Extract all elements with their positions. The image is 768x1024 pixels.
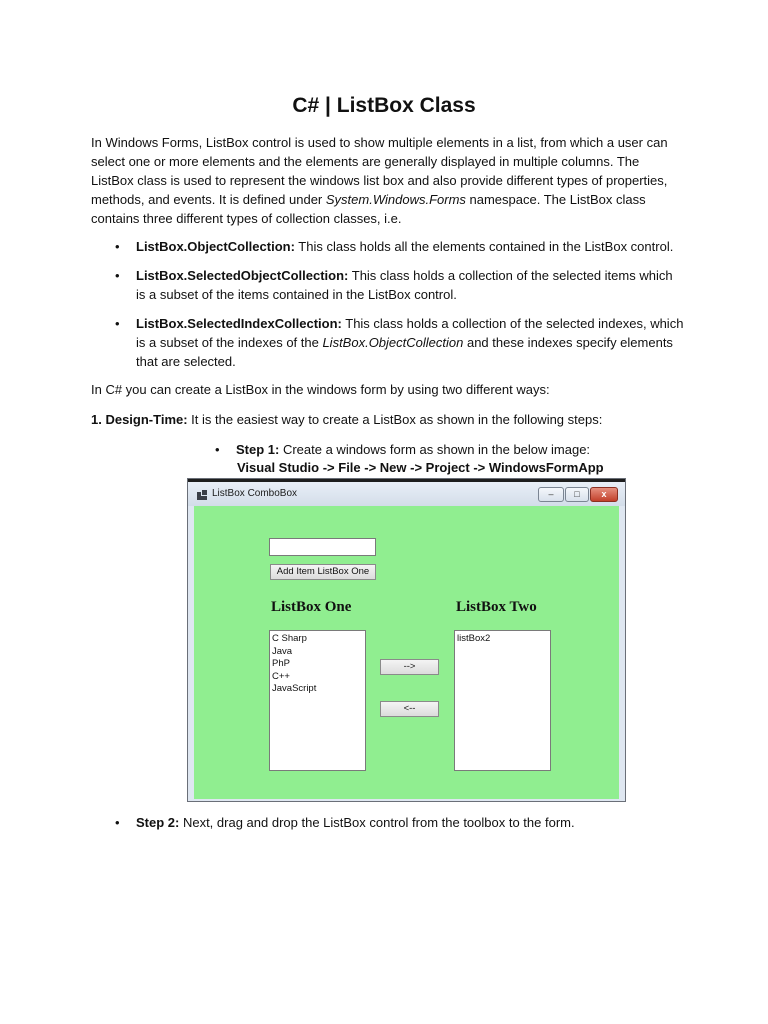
list-item[interactable]: listBox2 (457, 633, 491, 644)
list-item[interactable]: C Sharp (272, 633, 307, 644)
step1-bullet (236, 440, 666, 459)
intro-text-2: namespace. The ListBox class contains three different types of collection classes, i.e. (91, 192, 646, 226)
bullet-italic: ListBox.ObjectCollection (322, 335, 464, 350)
bullet-text: and these indexes specify elements that are selected. (136, 335, 673, 369)
bullet-term: ListBox.SelectedIndexCollection: (136, 316, 342, 331)
listbox-one[interactable] (269, 630, 366, 771)
ways-paragraph: In C# you can create a ListBox in the windows form by using two different ways: (91, 382, 550, 397)
design-time-paragraph (91, 410, 681, 429)
form-client-area (194, 506, 619, 799)
step2-text: Next, drag and drop the ListBox control from the toolbox to the form. (179, 815, 575, 830)
list-item[interactable]: JavaScript (272, 683, 317, 694)
app-icon (197, 490, 207, 500)
bullet-selected-index-collection (136, 314, 684, 371)
bullet-selected-object-collection (136, 266, 684, 304)
list-item[interactable]: PhP (272, 658, 290, 669)
form-screenshot (187, 478, 626, 802)
add-item-button[interactable]: Add Item ListBox One (270, 564, 376, 580)
step2-label: Step 2: (136, 815, 180, 830)
bullet-text: This class holds all the elements contained in the ListBox control. (294, 239, 674, 254)
bullet-text: This class holds a collection of the selected items which is a subset of the items contained in the ListBox control. (136, 268, 673, 302)
intro-text-1: In Windows Forms, ListBox control is used to show multiple elements in a list, from which a user can select one or more elements and the elements are generally displayed in multiple columns. The ListBox class is used to represent the windows list box and also provide different types of properties, methods, and events. It is defined under (91, 135, 668, 207)
design-time-label: 1. Design-Time: (91, 412, 188, 427)
bullet-term: ListBox.SelectedObjectCollection: (136, 268, 349, 283)
design-time-text: It is the easiest way to create a ListBox as shown in the following steps: (187, 412, 603, 427)
minimize-button[interactable]: – (538, 487, 564, 502)
list-item[interactable]: Java (272, 645, 293, 657)
maximize-button[interactable]: □ (565, 487, 589, 502)
namespace-name: System.Windows.Forms (325, 192, 466, 207)
step2-bullet (136, 813, 684, 832)
bullet-term: ListBox.ObjectCollection: (136, 239, 295, 254)
bullet-text: This class holds a collection of the selected indexes, which is a subset of the indexes of the (136, 316, 684, 350)
step1-text: Create a windows form as shown in the below image: (279, 442, 591, 457)
intro-paragraph (91, 133, 681, 228)
window-title: ListBox ComboBox (212, 488, 298, 499)
list-item[interactable]: C++ (272, 670, 290, 682)
move-right-button[interactable]: --> (380, 659, 439, 675)
step1-label: Step 1: (236, 442, 280, 457)
move-left-button[interactable]: <-- (380, 701, 439, 717)
step1-path: Visual Studio -> File -> New -> Project -> WindowsFormApp (237, 460, 604, 475)
bullet-object-collection (136, 237, 684, 256)
window-titlebar[interactable] (188, 482, 625, 506)
listbox-one-label: ListBox One (271, 599, 352, 615)
item-textbox[interactable] (269, 538, 376, 556)
listbox-two[interactable] (454, 630, 551, 771)
page-title: C# | ListBox Class (292, 94, 476, 117)
close-button[interactable]: x (590, 487, 618, 502)
listbox-two-label: ListBox Two (456, 599, 537, 615)
